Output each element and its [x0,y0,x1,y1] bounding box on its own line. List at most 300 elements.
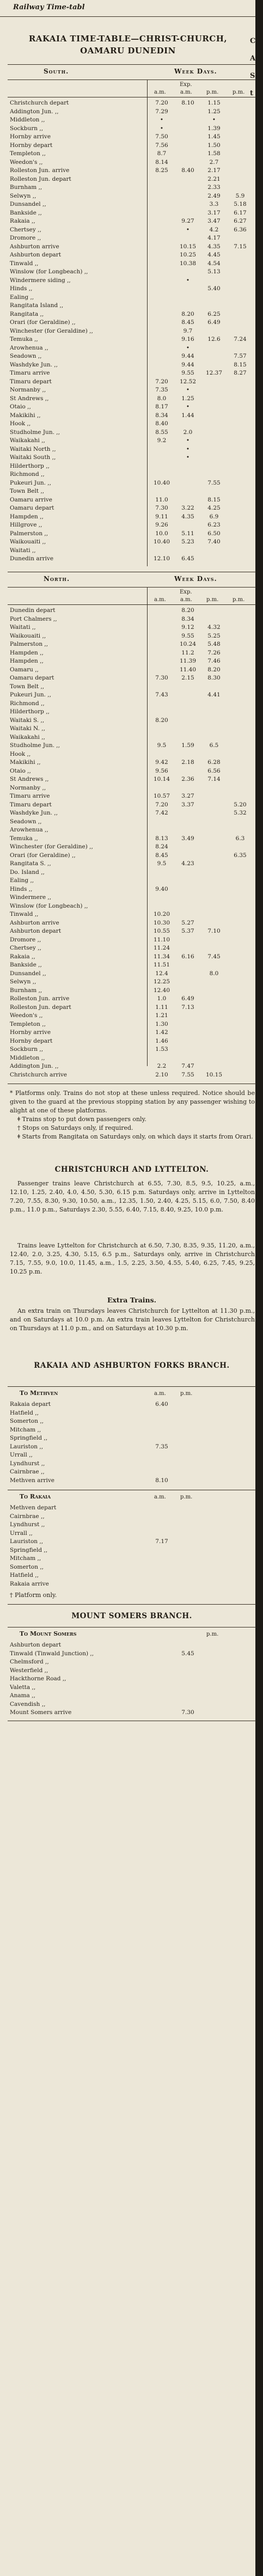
station-name: Bankside ,, [10,209,42,216]
time-cell [201,386,227,395]
time-cell: 8.0 [157,395,167,402]
time-cell [149,470,175,479]
station-name: Chelmsford ,, [10,1659,49,1665]
station-name: Timaru depart [10,801,52,808]
table-row [8,479,258,488]
time-cell: 10.25 [179,252,197,258]
north-timetable [8,607,258,1079]
time-cell: 2.49 [207,192,221,199]
time-cell [175,826,201,835]
time-cell: 7.35 [155,387,168,393]
time-cell: • [186,403,190,410]
station-name: Lyndhurst ,, [10,1521,45,1528]
station-name: Waikouaiti ,, [10,632,46,639]
time-cell: 10.38 [179,260,197,267]
time-cell: 8.30 [207,675,221,681]
table-row [8,547,258,555]
time-cell [227,99,253,108]
station-name: Normanby ,, [10,387,46,393]
table-row [8,445,258,454]
time-cell [227,919,253,928]
time-cell [227,386,253,395]
table-row [8,1641,258,1650]
time-cell: 8.17 [155,403,168,410]
time-cell [227,547,253,555]
time-cell: 11.0 [155,496,168,503]
time-cell [227,683,253,692]
time-cell [149,657,175,666]
time-cell: 6.56 [207,767,221,774]
time-cell: 9.27 [181,218,194,224]
time-cell [175,717,201,725]
time-cell: 5.20 [234,801,247,808]
time-cell: 7.30 [155,505,168,511]
time-cell [149,894,175,902]
time-cell [149,649,175,658]
station-name: Makikihi ,, [10,759,41,766]
time-cell: 7.45 [207,953,221,960]
time-cell [227,108,253,117]
station-name: Hook ,, [10,420,31,427]
time-cell: 2.21 [207,175,221,182]
time-cell: 5.23 [181,539,194,545]
station-name: Winslow (for Longbeach) ,, [10,268,88,275]
station-name: Ashburton depart [10,1642,62,1648]
time-cell: 12.25 [153,978,170,985]
table-row [8,277,258,285]
time-cell: 6.49 [207,319,221,326]
time-cell [149,868,175,877]
time-cell [149,547,175,555]
station-name: St Andrews ,, [10,776,49,782]
station-name: Rangitata S. ,, [10,860,51,867]
table-row [8,767,258,776]
time-cell [201,708,227,717]
station-name: Burnham ,, [10,184,42,191]
table-row [8,1555,258,1563]
time-cell [227,843,253,852]
unit-label: a.m. [154,89,166,95]
footnote: ǂ Starts from Rangitata on Saturdays only, on which days it starts from Orari. [17,1133,253,1140]
station-name: Oamaru depart [10,675,54,681]
table-row [8,1684,258,1692]
table-row [8,1538,258,1546]
time-cell [149,1684,175,1692]
time-cell [149,750,175,759]
time-cell: 4.23 [181,860,194,867]
station-name: Port Chalmers ,, [10,615,57,622]
time-cell [227,860,253,868]
time-cell [201,412,227,420]
time-cell [175,302,201,310]
time-cell: 5.40 [207,285,221,292]
station-name: Hornby arrive [10,133,51,140]
station-name: Cavendish ,, [10,1700,46,1708]
time-cell [149,361,175,370]
time-cell [149,1667,175,1675]
time-cell [149,243,175,252]
time-cell [149,487,175,496]
station-name: Ashburton arrive [10,919,59,926]
exp-label: Exp. [180,82,192,88]
time-cell [175,1477,201,1485]
station-name: Windermere ,, [10,894,52,901]
time-cell [201,487,227,496]
time-cell [227,615,253,624]
time-cell: • [160,125,164,132]
time-cell: 10.0 [155,530,168,537]
table-row [8,167,258,175]
time-cell: 8.20 [155,717,168,724]
time-cell [149,632,175,641]
time-cell [175,910,201,919]
time-cell [227,1062,253,1071]
station-name: Addington Jun. ,, [10,1063,59,1069]
table-row [8,640,258,649]
time-cell [175,970,201,978]
to-methven-timetable [8,1400,258,1485]
table-row [8,1460,258,1468]
time-cell [149,1658,175,1667]
station-name: Temuka ,, [10,336,38,342]
table-row [8,987,258,995]
table-row [8,352,258,361]
time-cell: 9.56 [155,767,168,774]
table-row [8,615,258,624]
time-cell [201,936,227,945]
time-cell [227,513,253,522]
time-cell [149,1546,175,1555]
station-name: Waitaki South ,, [10,454,56,461]
station-name: Otaio ,, [10,767,31,774]
time-cell [175,1054,201,1063]
station-name: Temuka ,, [10,835,38,842]
time-cell [175,902,201,911]
time-cell [227,319,253,327]
time-cell [149,700,175,708]
time-cell [201,750,227,759]
time-cell [175,142,201,150]
time-cell: 2.0 [183,429,193,436]
time-cell: 6.49 [181,995,194,1002]
time-cell: • [212,117,216,123]
table-row [8,412,258,420]
table-row [8,125,258,133]
time-cell: 4.25 [207,505,221,511]
time-cell [201,607,227,615]
time-cell [201,277,227,285]
station-name: Selwyn ,, [10,192,36,199]
time-cell: 6.36 [234,226,247,233]
time-cell [227,767,253,776]
mount-somers-title: MOUNT SOMERS BRANCH. [71,1612,192,1620]
time-cell [227,649,253,658]
time-cell [175,158,201,167]
time-cell [227,142,253,150]
time-cell [175,192,201,201]
time-cell: 8.45 [181,319,194,326]
time-cell: 1.58 [207,150,221,157]
table-row [8,953,258,962]
time-cell [201,826,227,835]
time-cell [149,623,175,632]
station-name: Lauriston ,, [10,1443,44,1450]
table-row [8,666,258,675]
station-name: Hatfield ,, [10,1572,39,1578]
time-cell [175,1504,201,1513]
time-cell: 4.32 [207,624,221,631]
time-cell [149,1571,175,1580]
time-cell [149,344,175,353]
time-cell: 2.2 [157,1063,167,1069]
table-row [8,1477,258,1485]
time-cell: 3.47 [207,218,221,224]
table-row [8,1451,258,1460]
time-cell [227,454,253,462]
time-cell [201,454,227,462]
time-cell [175,877,201,885]
table-row [8,944,258,953]
time-cell [201,995,227,1004]
time-cell [227,344,253,353]
time-cell [201,843,227,852]
table-row [8,555,258,564]
time-cell [175,479,201,488]
edge-letter: t [250,89,254,97]
station-name: Selwyn ,, [10,978,36,985]
time-cell [175,784,201,793]
time-cell [175,1538,201,1546]
time-cell: 5.11 [181,530,194,537]
table-row [8,133,258,142]
station-name: Middleton ,, [10,1054,45,1061]
time-cell: 10.30 [153,919,170,926]
table-row [8,1029,258,1037]
time-cell: 4.54 [207,260,221,267]
footnote: ǂ Trains stop to put down passengers only. [17,1116,146,1123]
table-row [8,1400,258,1409]
table-row [8,496,258,505]
station-name: Mount Somers arrive [10,1709,72,1716]
time-cell [201,725,227,733]
time-cell [227,521,253,530]
table-row [8,758,258,767]
table-row [8,1504,258,1513]
time-cell [227,479,253,488]
time-cell: 7.10 [207,928,221,934]
time-cell [175,1658,201,1667]
station-name: Burnham ,, [10,987,42,994]
table-row [8,809,258,818]
time-cell: 8.7 [157,150,167,157]
time-cell: 1.0 [157,995,167,1002]
station-name: Hornby depart [10,1037,53,1044]
time-cell [175,683,201,692]
time-cell [149,1451,175,1460]
time-cell [227,268,253,277]
station-name: Hampden ,, [10,658,44,664]
rule [8,1604,256,1605]
time-cell [149,217,175,226]
station-name: Addington Jun. ,, [10,108,59,115]
time-cell [149,192,175,201]
time-cell: 10.55 [153,928,170,934]
time-cell [149,1700,175,1709]
time-cell: 8.40 [155,420,168,427]
station-name: Christchurch depart [10,100,69,106]
station-name: Dunsandel ,, [10,970,46,977]
time-cell: 8.13 [155,835,168,842]
station-name: Ashburton depart [10,252,62,258]
table-row [8,403,258,412]
station-name: Mitcham ,, [10,1555,41,1562]
south-heading: South. [44,68,69,75]
table-row [8,649,258,658]
time-cell: 8.40 [181,167,194,174]
station-name: Valetta ,, [10,1684,36,1691]
time-cell [149,1409,175,1418]
time-cell [227,936,253,945]
table-row [8,530,258,539]
time-cell [175,1555,201,1563]
station-name: Waitati ,, [10,624,36,631]
time-cell [175,1529,201,1538]
time-cell [201,293,227,302]
table-row [8,150,258,158]
time-cell [201,809,227,818]
time-cell: 1.44 [181,412,194,419]
time-cell: 1.59 [181,742,194,749]
to-methven-heading: To Methven [20,1390,58,1397]
time-cell [227,175,253,184]
station-name: Middleton ,, [10,117,45,123]
time-cell [149,902,175,911]
time-cell: 2.10 [155,1071,168,1078]
table-row [8,623,258,632]
unit-label: a.m. [154,1494,166,1500]
time-cell: 9.11 [155,513,168,520]
time-cell: 5.9 [235,192,245,199]
time-cell [149,733,175,742]
table-row [8,217,258,226]
time-cell: 8.14 [155,158,168,166]
time-cell [201,860,227,868]
south-days-heading: Week Days. [174,68,217,75]
time-cell: 1.25 [181,395,194,402]
time-cell [227,708,253,717]
station-name: Oamaru arrive [10,496,53,503]
time-cell [175,420,201,429]
time-cell [175,1684,201,1692]
time-cell [201,885,227,894]
time-cell [149,327,175,336]
time-cell [227,784,253,793]
time-cell [227,953,253,962]
time-cell [149,1417,175,1426]
table-row [8,310,258,319]
time-cell [201,420,227,429]
time-cell: 8.20 [207,666,221,673]
time-cell [175,767,201,776]
footnotes [10,1089,255,1141]
time-cell [149,285,175,293]
table-row [8,108,258,117]
station-name: Lyndhurst ,, [10,1460,45,1467]
time-cell: 5.32 [234,810,247,816]
station-name: Palmerston ,, [10,530,48,537]
time-cell [149,293,175,302]
time-cell [149,877,175,885]
time-cell [201,437,227,445]
table-row [8,970,258,978]
rule [8,587,256,588]
time-cell [201,902,227,911]
table-row [8,200,258,209]
time-cell: 10.24 [179,641,197,647]
time-cell: 10.15 [205,1071,223,1078]
time-cell [227,826,253,835]
time-cell: 11.34 [153,953,170,960]
unit-label: p.m. [206,89,219,95]
table-row [8,454,258,462]
station-name: Washdyke Jun. ,, [10,361,58,368]
table-row [8,1658,258,1667]
time-cell [227,666,253,675]
station-name: Rolleston Jun. depart [10,1004,71,1011]
table-row [8,369,258,378]
table-row [8,1468,258,1477]
time-cell [227,995,253,1004]
table-row [8,538,258,547]
time-cell [201,868,227,877]
time-cell [149,209,175,218]
table-row [8,801,258,810]
table-row [8,708,258,717]
time-cell [201,792,227,801]
station-name: Dunsandel ,, [10,201,46,207]
time-cell: 8.34 [181,615,194,622]
time-cell: 7.24 [234,336,247,342]
time-cell [149,226,175,235]
table-row [8,226,258,235]
time-cell: • [186,387,190,393]
table-row [8,386,258,395]
time-cell: 9.55 [181,632,194,639]
station-name: Ashburton arrive [10,243,59,250]
station-name: Ealing ,, [10,877,34,884]
time-cell: 2.36 [181,776,194,782]
station-name: Arowhenua ,, [10,827,48,833]
time-cell [175,116,201,125]
station-name: Makikihi ,, [10,412,41,419]
time-cell [149,1650,175,1659]
table-row [8,1563,258,1572]
time-cell [201,327,227,336]
time-cell [227,961,253,970]
time-cell [227,775,253,784]
time-cell [149,1555,175,1563]
edge-letters [250,33,255,102]
time-cell: • [186,277,190,284]
table-row [8,361,258,370]
time-cell: 1.39 [207,125,221,132]
time-cell [175,1546,201,1555]
time-cell [175,470,201,479]
station-name: Somerton ,, [10,1563,44,1570]
table-row [8,818,258,827]
station-name: Orari (for Geraldine) ,, [10,852,76,859]
table-row [8,936,258,945]
